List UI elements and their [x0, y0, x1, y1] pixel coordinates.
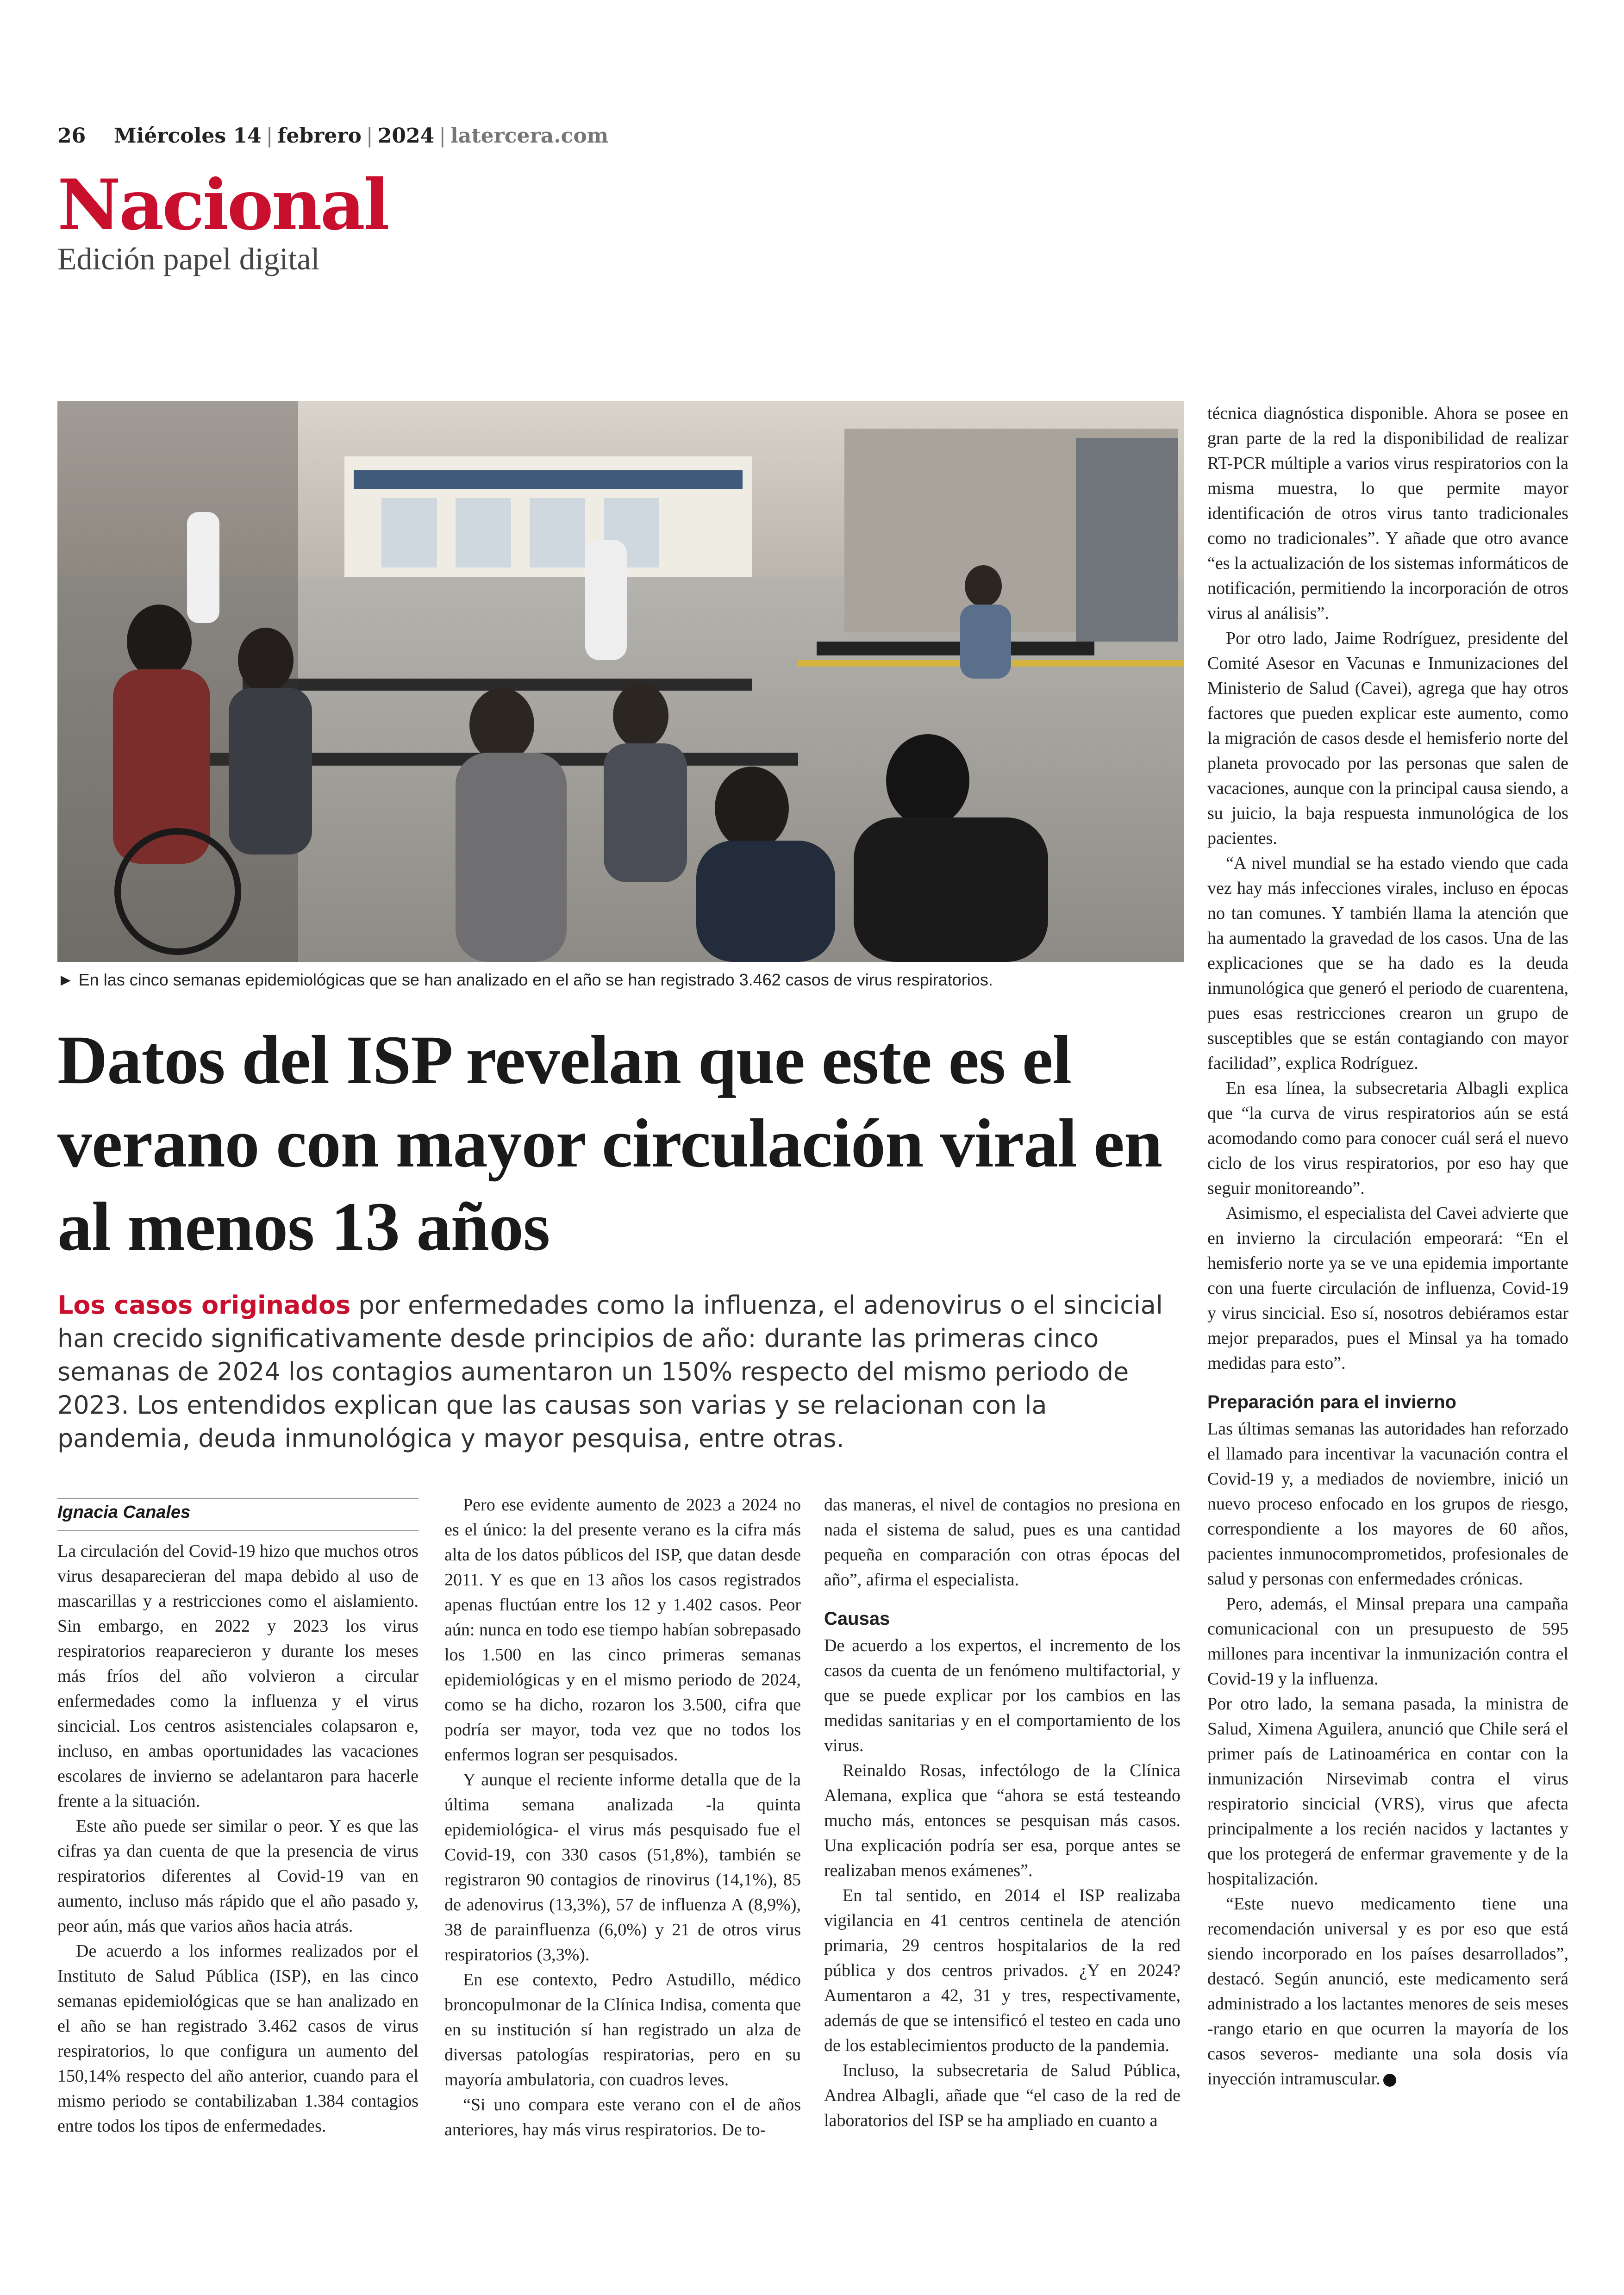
waiting-room-illustration [57, 401, 1184, 962]
column-3 [824, 1492, 1181, 2133]
dateline: 26 Miércoles 14 | febrero | 2024 | latercera.com [57, 124, 609, 148]
paragraph: De acuerdo a los informes realizados por el Instituto de Salud Pública (ISP), en las cinco semanas epidemiológicas que se han analizado en el año se han registrado 3.462 casos de virus respiratorios, lo que configura un aumento del 150,14% respecto del año anterior, cuando para el mismo periodo se contabilizaban 1.384 contagios entre todos los tipos de enfermedades. [57, 1941, 418, 2136]
byline: Ignacia Canales [57, 1503, 191, 1522]
paragraph: “Si uno compara este verano con el de años anteriores, hay más virus respiratorios. De to- [444, 2095, 801, 2139]
paragraph: Pero, además, el Minsal prepara una campaña comunicacional con un presupuesto de 595 millones para incentivar la inmunización contra el Covid-19 y la influenza. [1207, 1594, 1568, 1689]
caption-marker-icon: ► [57, 970, 74, 989]
paragraph: En tal sentido, en 2014 el ISP realizaba vigilancia en 41 centros centinela de atención primaria, 29 centros hospitalarios de la red pública y dos centros privados. ¿Y en 2024? Aumentaron a 42, 31 y tres, respectivamente, además de que se intensificó el testeo en cada uno de los establecimientos producto de la pandemia. [824, 1886, 1181, 2055]
date-month: febrero [277, 124, 362, 148]
paragraph: La circulación del Covid-19 hizo que muchos otros virus desaparecieran del mapa debido al uso de mascarillas y a restricciones como el aislamiento. Sin embargo, en 2022 y 2023 los virus respiratorios reaparecieron y durante los meses más fríos del año volvieron a circular enfermedades como la influenza y el virus sincicial. Los centros asistenciales colapsaron e, incluso, en ambas oportunidades las vacaciones escolares de invierno se adelantaron para hacerle frente a la situación. [57, 1541, 418, 1811]
paragraph: técnica diagnóstica disponible. Ahora se posee en gran parte de la red la disponibilidad de realizar RT-PCR múltiple a varios virus respiratorios con la misma muestra, lo que permite mayor identificación de otros virus tanto tradicionales como no tradicionales”. Y añade que otro avance “es la actualización de los sistemas informáticos de notificación, permitiendo la incorporación de otros virus al análisis”. [1207, 404, 1568, 623]
photo-caption [57, 970, 1184, 990]
byline-rule-top [57, 1498, 418, 1499]
date-day: Miércoles 14 [113, 124, 262, 148]
page-number: 26 [57, 124, 86, 148]
subheading-causas: Causas [824, 1609, 890, 1629]
edition-label: Edición papel digital [57, 241, 320, 276]
paragraph: Asimismo, el especialista del Cavei advierte que en invierno la circulación empeorará: “En el hemisferio norte ya se ve una epidemia importante con una fuerte circulación de influenza, Covid-19 y virus sincicial. Eso sí, nosotros debiéramos estar mejor preparados, pues el Minsal ya ha tomado medidas para esto”. [1207, 1204, 1568, 1373]
subheading-preparacion: Preparación para el invierno [1207, 1392, 1456, 1412]
byline-rule-bottom [57, 1530, 418, 1531]
paragraph: Pero ese evidente aumento de 2023 a 2024 no es el único: la del presente verano es la cifra más alta de los datos públicos del ISP, que datan desde 2011. Y es que en 13 años los casos registrados apenas fluctúan entre los 12 y 1.402 casos. Peor aún: nunca en todo ese tiempo habían sobrepasado los 1.500 en las cinco primeras semanas epidemiológicas y en el mismo periodo de 2024, como se ha dicho, rozaron los 3.500, cifra que podría ser mayor, toda vez que no todos los enfermos logran ser pesquisados. [444, 1495, 801, 1765]
lead-text: por enfermedades como la influenza, el adenovirus o el sincicial han crecido significativamente desde principios de año: durante las primeras cinco semanas de 2024 los contagios aumentaron un 150% respecto del mismo periodo de 2023. Los entendidos explican que las causas son varias y se relacionan con la pandemia, deuda inmunológica y mayor pesquisa, entre otras. [57, 1291, 1163, 1453]
paragraph: Por otro lado, la semana pasada, la ministra de Salud, Ximena Aguilera, anunció que Chile será el primer país de Latinoamérica en contar con la inmunización Nirsevimab contra el virus respiratorio sincicial (VRS), virus que afecta principalmente a los recién nacidos y lactantes y que los protegerá de enfermar gravemente y de la hospitalización. [1207, 1694, 1568, 1889]
paragraph: En ese contexto, Pedro Astudillo, médico broncopulmonar de la Clínica Indisa, comenta que en su institución sí han registrado un alza de diversas patologías respiratorias, pero en su mayoría ambulatoria, con cuadros leves. [444, 1970, 801, 2089]
paragraph: “A nivel mundial se ha estado viendo que cada vez hay más infecciones virales, incluso en épocas no tan comunes. Y también llama la atención que ha aumentado la gravedad de los casos. Una de las explicaciones que se ha dado es la deuda inmunológica que generó el periodo de cuarentena, pues esas restricciones crearon un grupo de susceptibles que se están contagiando con mayor facilidad”, explica Rodríguez. [1207, 854, 1568, 1073]
site-link[interactable]: latercera.com [450, 124, 609, 148]
paragraph: Por otro lado, Jaime Rodríguez, presidente del Comité Asesor en Vacunas e Inmunizaciones del Ministerio de Salud (Cavei), agrega que hay otros factores que pueden explicar este aumento, como la migración de casos desde el hemisferio norte del planeta provocado por las personas que salen de vacaciones, aunque con la principal causa siendo, a su juicio, la baja respuesta inmunológica de los pacientes. [1207, 629, 1568, 848]
paragraph: Incluso, la subsecretaria de Salud Pública, Andrea Albagli, añade que “el caso de la red de laboratorios del ISP se ha ampliado en cuanto a [824, 2061, 1181, 2130]
paragraph: En esa línea, la subsecretaria Albagli explica que “la curva de virus respiratorios aún se está acomodando como para conocer cuál será el nuevo ciclo de los virus respiratorios, por eso hay que seguir monitoreando”. [1207, 1079, 1568, 1198]
paragraph: De acuerdo a los expertos, el incremento de los casos da cuenta de un fenómeno multifactorial, y que se puede explicar por los cambios en las medidas sanitarias y en el comportamiento de los virus. [824, 1636, 1181, 1755]
end-mark-icon [1383, 2074, 1396, 2087]
article-photo [57, 401, 1184, 962]
paragraph: Reinaldo Rosas, infectólogo de la Clínica Alemana, explica que “ahora se está testeando mucho más, entonces se pesquisan más casos. Una explicación podría ser esa, porque antes se realizaban menos exámenes”. [824, 1761, 1181, 1880]
caption-text: En las cinco semanas epidemiológicas que se han analizado en el año se han registrado 3.462 casos de virus respiratorios. [78, 970, 993, 989]
paragraph [1207, 1891, 1568, 2091]
paragraph: Y aunque el reciente informe detalla que de la última semana analizada -la quinta epidemiológica- el virus más pesquisado fue el Covid-19, con 330 casos (51,8%), también se registraron 90 contagios de rinovirus (14,1%), 85 de adenovirus (13,3%), 57 de influenza A (8,9%), 38 de parainfluenza (6,0%) y 21 de otros virus respiratorios (3,3%). [444, 1770, 801, 1964]
lead-paragraph [57, 1289, 1187, 1455]
paragraph: das maneras, el nivel de contagios no presiona en nada el sistema de salud, pues es una cantidad pequeña en comparación con otras épocas del año”, afirma el especialista. [824, 1495, 1181, 1590]
final-paragraph-text: “Este nuevo medicamento tiene una recomendación universal y es por eso que está siendo incorporado en los países desarrollados”, destacó. Según anunció, este medicamento será administrado a los lactantes menores de seis meses -rango etario en que ocurren la mayoría de los casos severos- mediante una sola dosis vía inyección intramuscular. [1207, 1894, 1568, 2089]
column-2 [444, 1492, 801, 2142]
section-title: Nacional [57, 164, 388, 246]
paragraph: Las últimas semanas las autoridades han reforzado el llamado para incentivar la vacunación contra el Covid-19 y, a mediados de noviembre, inició un nuevo proceso enfocado en los grupos de riesgo, correspondiente a los mayores de 60 años, pacientes inmunocomprometidos, profesionales de salud y personas con enfermedades crónicas. [1207, 1419, 1568, 1589]
headline: Datos del ISP revelan que este es el verano con mayor circulación viral en al menos 13 años [57, 1022, 1162, 1265]
column-4 [1207, 401, 1568, 2091]
column-1 [57, 1539, 418, 2139]
lead-kicker: Los casos originados [57, 1291, 351, 1320]
paragraph: Este año puede ser similar o peor. Y es que las cifras ya dan cuenta de que la presencia de virus respiratorios diferentes al Covid-19 van en aumento, incluso más rápido que el año pasado y, peor aún, más que varios años hacia atrás. [57, 1816, 418, 1936]
date-year: 2024 [377, 124, 435, 148]
